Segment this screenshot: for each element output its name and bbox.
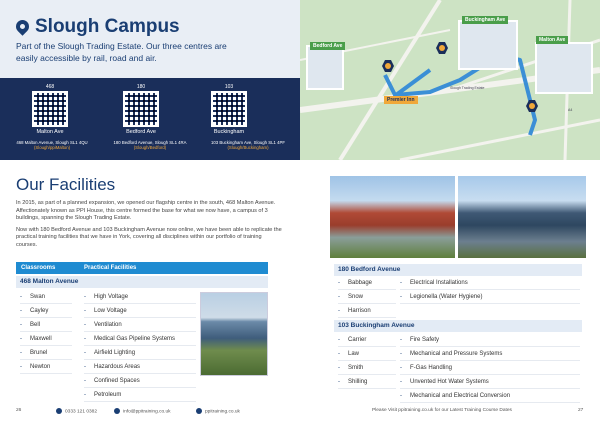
address-web[interactable]: (Slough/ppiMalton) [33, 145, 71, 150]
qr-name: Malton Ave [36, 129, 64, 135]
premier-inn-label: Premier Inn [384, 96, 418, 104]
section-heading-malton: 468 Malton Avenue [16, 276, 268, 288]
list-item: - Low Voltage [84, 304, 196, 318]
address-text: 103 Buckingham Ave, Slough SL1 4PF [211, 140, 285, 145]
list-item: - Bell [20, 318, 72, 332]
bedford-practical-list [400, 276, 580, 304]
footer-phone-text: 0333 121 0382 [65, 409, 98, 415]
footer-web-text: ppitraining.co.uk [205, 409, 240, 415]
map-tag-bedford: Bedford Ave [310, 42, 345, 50]
address-text: 468 Malton Avenue, Slough SL1 4QU [16, 140, 88, 145]
list-item: - Mechanical and Electrical Conversion [400, 389, 580, 403]
qr-name: Buckingham [213, 129, 245, 135]
qr-bar [0, 78, 300, 160]
campus-map[interactable] [300, 0, 600, 160]
map-photo-buckingham [458, 20, 518, 70]
list-item: - Ventilation [84, 318, 196, 332]
qr-code-icon [211, 91, 247, 127]
list-item: - Unvented Hot Water Systems [400, 375, 580, 389]
building-photo-brick [330, 176, 455, 258]
campus-intro: Part of the Slough Trading Estate. Our three centres are easily accessible by rail, road and air. [16, 41, 227, 63]
list-item: - Smith [338, 361, 396, 375]
address-malton [2, 140, 102, 150]
phone-icon [56, 408, 62, 414]
facilities-text [16, 200, 284, 253]
list-item: - Brunel [20, 346, 72, 360]
malton-building-photo [200, 292, 268, 376]
list-item: - High Voltage [84, 290, 196, 304]
map-photo-bedford [306, 45, 344, 90]
facilities-paragraph: In 2015, as part of a planned expansion, we opened our flagship centre in the south, 468 Malton Avenue. Affectionately known as PPI House, this centre formed the base for what we now have, a campus of 3 buildings, spanning the Slough Trading Estate. [16, 200, 276, 221]
list-item: - Legionella (Water Hygiene) [400, 290, 580, 304]
address-text: 180 Bedford Avenue, Slough SL1 4RA [113, 140, 187, 145]
section-heading-bedford: 180 Bedford Avenue [334, 264, 582, 276]
campus-panel [0, 0, 300, 160]
address-web[interactable]: (Slough/Bedford) [133, 145, 167, 150]
footer-web[interactable] [196, 408, 240, 414]
qr-code-icon [32, 91, 68, 127]
list-item: - Harrison [338, 304, 396, 318]
address-web[interactable]: (Slough/Buckingham) [227, 145, 269, 150]
address-buckingham [198, 140, 298, 150]
footer-phone[interactable] [56, 408, 97, 414]
map-tag-malton: Malton Ave [536, 36, 568, 44]
qr-code-label: 180 [136, 84, 146, 90]
list-item: - Carrier [338, 333, 396, 347]
page-number-right: 27 [578, 408, 584, 413]
list-item: - Electrical Installations [400, 276, 580, 290]
location-pin-icon [13, 17, 31, 35]
map-photo-malton [535, 42, 593, 94]
list-item: - Snow [338, 290, 396, 304]
buckingham-classrooms-list [338, 333, 396, 389]
list-item: - Law [338, 347, 396, 361]
footer-email-text: info@ppitraining.co.uk [123, 409, 171, 415]
qr-name: Bedford Ave [126, 129, 156, 135]
list-item: - Fire Safety [400, 333, 580, 347]
list-item: - Newton [20, 360, 72, 374]
footer-right-text: Please Visit ppitraining.co.uk for our Latest Training Course Dates [372, 408, 512, 413]
list-item: - F-Gas Handling [400, 361, 580, 375]
facilities-title: Our Facilities [16, 175, 116, 194]
campus-title [16, 16, 180, 38]
bedford-classrooms-list [338, 276, 396, 318]
list-item: - Hazardous Areas [84, 360, 196, 374]
list-item: - Medical Gas Pipeline Systems [84, 332, 196, 346]
list-item: - Cayley [20, 304, 72, 318]
list-item: - Confined Spaces [84, 374, 196, 388]
facilities-paragraph: Now with 180 Bedford Avenue and 103 Buckingham Avenue now online, we have been able to replicate the practical training facilities that we have in York, covering all disciplines within our portfolio of training courses. [16, 226, 282, 248]
qr-buckingham[interactable] [205, 84, 253, 135]
qr-bedford[interactable] [117, 84, 165, 135]
campus-title-text: Slough Campus [35, 16, 180, 37]
page-number-left: 26 [16, 408, 22, 413]
road-label: Slough Trading Estate [450, 86, 485, 90]
footer-email[interactable] [114, 408, 171, 414]
column-header-practical: Practical Facilities [84, 265, 137, 271]
list-item: - Shilling [338, 375, 396, 389]
list-item: - Maxwell [20, 332, 72, 346]
list-item: - Airfield Lighting [84, 346, 196, 360]
address-bedford [100, 140, 200, 150]
web-icon [196, 408, 202, 414]
list-item: - Swan [20, 290, 72, 304]
building-photo-glass [458, 176, 586, 258]
malton-classrooms-list [20, 290, 72, 374]
list-item: - Mechanical and Pressure Systems [400, 347, 580, 361]
map-tag-buckingham: Buckingham Ave [462, 16, 508, 24]
list-item: - Petroleum [84, 388, 196, 402]
column-header-classrooms: Classrooms [21, 265, 56, 271]
qr-malton[interactable] [26, 84, 74, 135]
buckingham-practical-list [400, 333, 580, 403]
road-label-a4: A4 [568, 108, 573, 112]
section-heading-buckingham: 103 Buckingham Avenue [334, 320, 582, 332]
facilities-table-header [16, 262, 268, 274]
email-icon [114, 408, 120, 414]
malton-practical-list [84, 290, 196, 402]
qr-code-icon [123, 91, 159, 127]
qr-code-label: 103 [224, 84, 234, 90]
qr-code-label: 468 [45, 84, 55, 90]
list-item: - Babbage [338, 276, 396, 290]
